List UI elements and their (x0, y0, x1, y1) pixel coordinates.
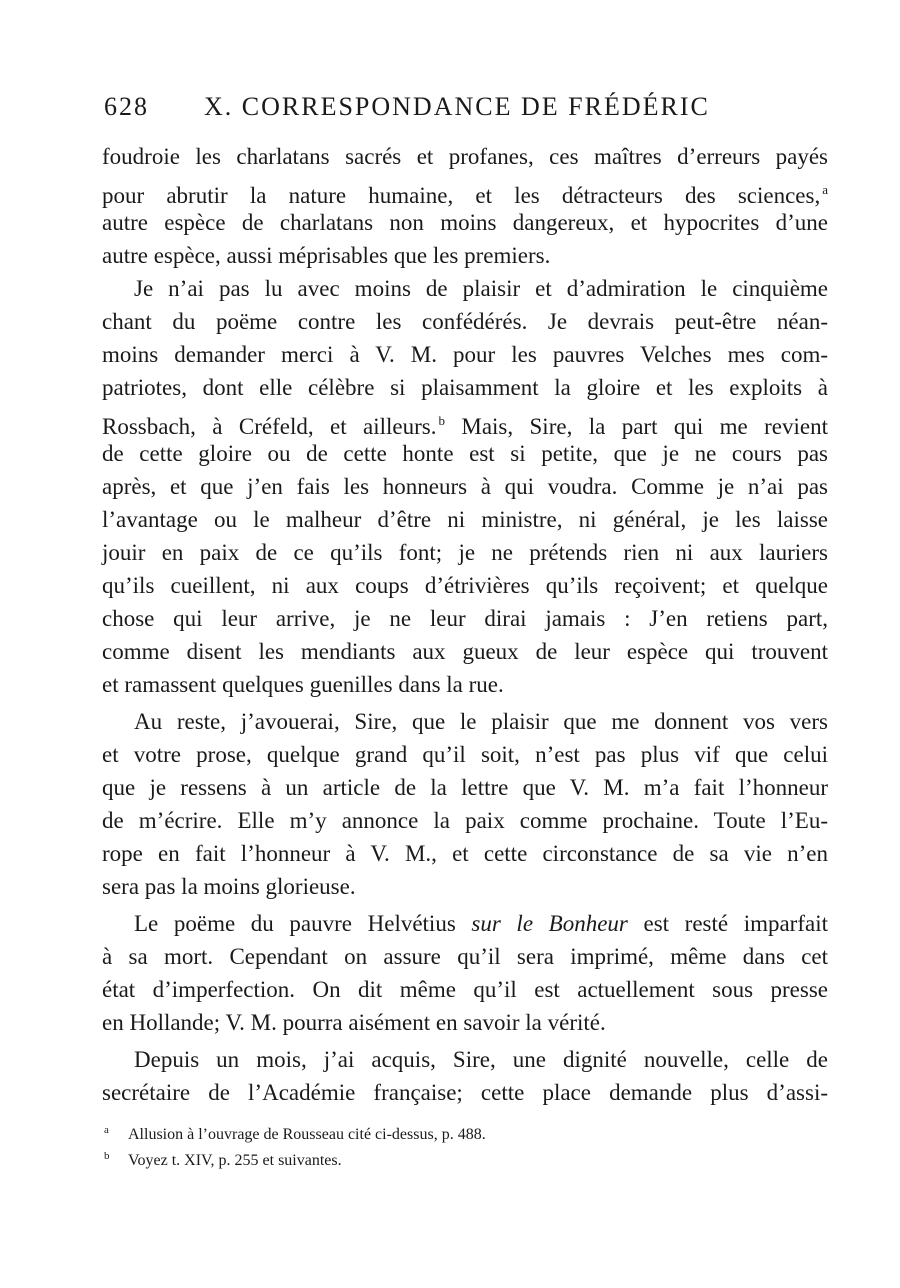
text-line: après, et que j’en fais les honneurs à qui voudra. Comme je n’ai pas (102, 474, 828, 499)
text-line: et ramassent quelques guenilles dans la rue. (102, 672, 504, 697)
text-line: Au reste, j’avouerai, Sire, que le plaisir que me donnent vos vers (134, 709, 828, 734)
text-line: patriotes, dont elle célèbre si plaisamment la gloire et les exploits à (102, 375, 828, 400)
footnote-text: Allusion à l’ouvrage de Rousseau cité ci-dessus, p. 488. (128, 1126, 486, 1143)
text-line-content: pour abrutir la nature humaine, et les détracteurs des sciences, (102, 183, 821, 208)
footnote-mark: a (104, 1124, 109, 1136)
text-line (102, 173, 828, 206)
text-line-content: Rossbach, à Créfeld, et ailleurs. (102, 414, 437, 439)
footnote-b (104, 1143, 804, 1169)
text-line (102, 404, 828, 437)
footnote-a (104, 1117, 804, 1143)
body-text (102, 140, 828, 1109)
footnote-text: Voyez t. XIV, p. 255 et suivantes. (128, 1152, 342, 1169)
text-line: foudroie les charlatans sacrés et profanes, ces maîtres d’erreurs payés (102, 144, 828, 169)
footnote-ref-b[interactable]: b (438, 413, 445, 428)
text-line: rope en fait l’honneur à V. M., et cette circonstance de sa vie n’en (102, 841, 828, 866)
text-line: moins demander merci à V. M. pour les pauvres Velches mes com- (102, 342, 828, 367)
text-line: autre espèce de charlatans non moins dangereux, et hypocrites d’une (102, 210, 828, 235)
text-line-continuation: Mais, Sire, la part qui me revient (461, 414, 828, 439)
paragraph-5 (102, 1043, 828, 1109)
text-line: Depuis un mois, j’ai acquis, Sire, une dignité nouvelle, celle de (134, 1047, 828, 1072)
paragraph-1 (102, 140, 828, 272)
text-line-content: Le poëme du pauvre Helvétius (134, 911, 456, 936)
text-line: et votre prose, quelque grand qu’il soit, n’est pas plus vif que celui (102, 742, 828, 767)
text-line: Je n’ai pas lu avec moins de plaisir et d’admiration le cinquième (134, 276, 828, 301)
book-title-italic: sur le Bonheur (471, 911, 628, 936)
text-line (102, 907, 828, 940)
running-title: X. CORRESPONDANCE DE FRÉDÉRIC (204, 92, 710, 121)
running-head (104, 92, 804, 132)
text-line: à sa mort. Cependant on assure qu’il sera imprimé, même dans cet (102, 944, 828, 969)
text-line-continuation: est resté imparfait (643, 911, 828, 936)
text-line: état d’imperfection. On dit même qu’il est actuellement sous presse (102, 977, 828, 1002)
text-line: chant du poëme contre les confédérés. Je devrais peut-être néan- (102, 309, 828, 334)
page-number: 628 (104, 92, 149, 121)
text-line: jouir en paix de ce qu’ils font; je ne prétends rien ni aux lauriers (102, 540, 828, 565)
text-line: que je ressens à un article de la lettre que V. M. m’a fait l’honneur (102, 775, 828, 800)
text-line: de cette gloire ou de cette honte est si petite, que je ne cours pas (102, 441, 828, 466)
text-line: chose qui leur arrive, je ne leur dirai jamais : J’en retiens part, (102, 606, 828, 631)
footnote-mark: b (104, 1150, 110, 1162)
paragraph-2 (102, 272, 828, 701)
text-line: comme disent les mendiants aux gueux de leur espèce qui trouvent (102, 639, 828, 664)
text-line: en Hollande; V. M. pourra aisément en savoir la vérité. (102, 1010, 606, 1035)
footnotes (104, 1117, 804, 1169)
paragraph-4 (102, 907, 828, 1039)
text-line: sera pas la moins glorieuse. (102, 874, 356, 899)
footnote-ref-a[interactable]: a (822, 182, 828, 197)
text-line: qu’ils cueillent, ni aux coups d’étrivières qu’ils reçoivent; et quelque (102, 573, 828, 598)
text-line: l’avantage ou le malheur d’être ni ministre, ni général, je les laisse (102, 507, 828, 532)
paragraph-3 (102, 705, 828, 903)
text-line: autre espèce, aussi méprisables que les premiers. (102, 243, 551, 268)
text-line: de m’écrire. Elle m’y annonce la paix comme prochaine. Toute l’Eu- (102, 808, 828, 833)
text-line: secrétaire de l’Académie française; cette place demande plus d’assi- (102, 1080, 828, 1105)
